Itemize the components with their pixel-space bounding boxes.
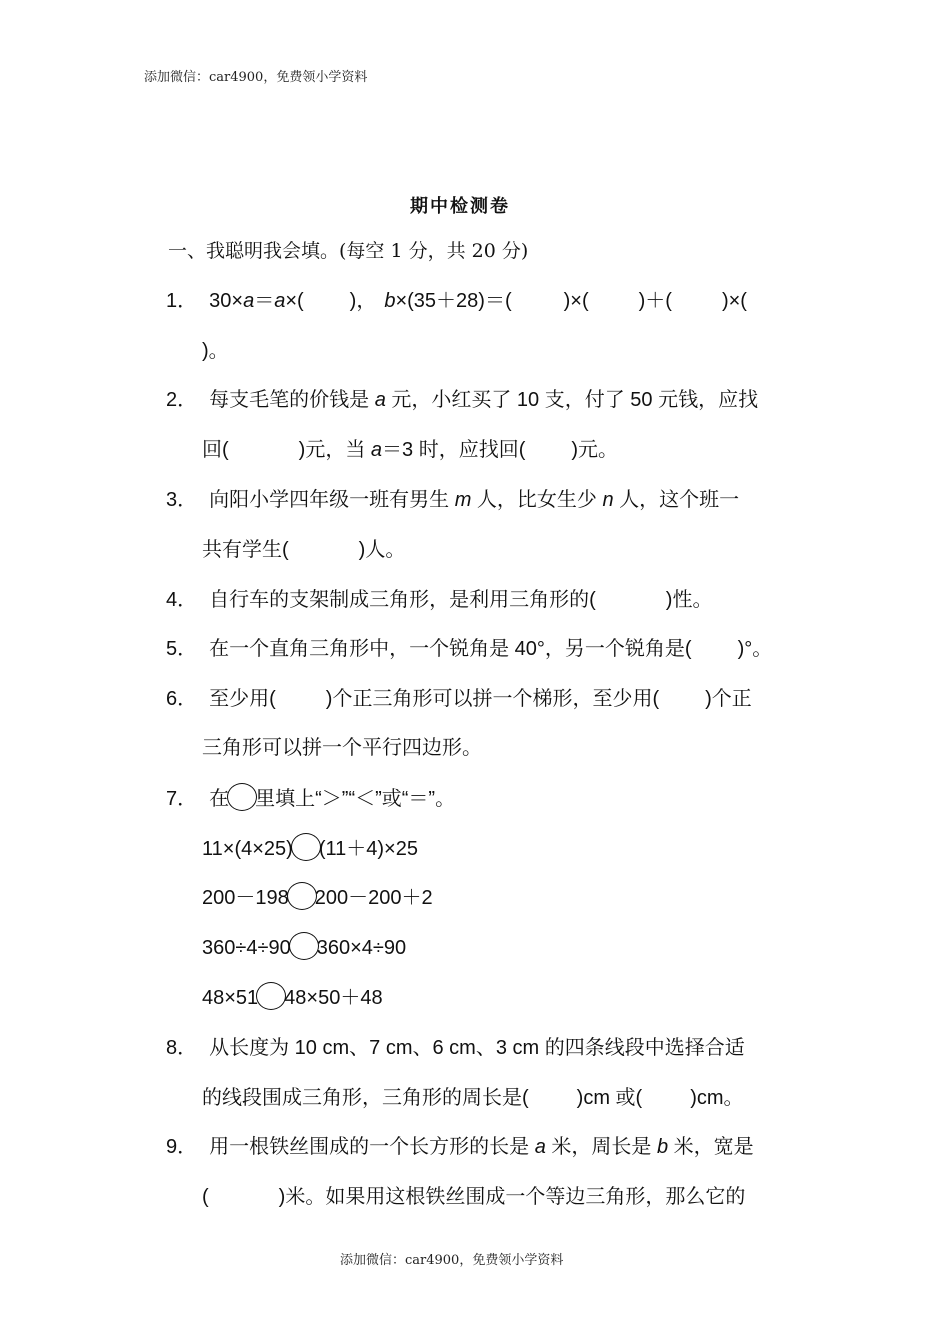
variable-a: a bbox=[370, 439, 383, 461]
question-8 bbox=[166, 1034, 745, 1062]
q5-text: 在一个直角三角形中，一个锐角是 40°，另一个锐角是( bbox=[209, 638, 692, 660]
q8-text: )cm。 bbox=[690, 1087, 744, 1109]
question-7 bbox=[166, 783, 455, 813]
compare-left: 11×(4×25) bbox=[202, 838, 293, 860]
q3-text: 人，比女生少 bbox=[471, 489, 603, 511]
q2-text: 每支毛笔的价钱是 bbox=[209, 389, 375, 411]
q2-text: )元，当 bbox=[298, 439, 371, 461]
q1-text: ×(35＋28)＝( bbox=[395, 290, 512, 312]
variable-a: a bbox=[534, 1136, 546, 1158]
compare-right: 200－200＋2 bbox=[314, 887, 433, 909]
question-8-line2 bbox=[202, 1084, 744, 1112]
q1-text: )， bbox=[349, 290, 377, 312]
variable-b: b bbox=[656, 1136, 669, 1158]
q6-text: 至少用( bbox=[209, 688, 276, 710]
compare-right: 360×4÷90 bbox=[316, 937, 407, 959]
compare-row bbox=[202, 932, 406, 962]
question-6-line2: 三角形可以拼一个平行四边形。 bbox=[202, 737, 482, 759]
page-title: 期中检测卷 bbox=[410, 196, 510, 217]
compare-left: 360÷4÷90 bbox=[202, 937, 291, 959]
q3-text: 共有学生( bbox=[202, 539, 289, 561]
question-5 bbox=[166, 635, 772, 663]
question-6 bbox=[166, 685, 752, 713]
question-1-end: )。 bbox=[202, 340, 229, 362]
q1-text: )×( bbox=[721, 290, 747, 312]
q3-text: )人。 bbox=[358, 539, 406, 561]
q9-text: 米，宽是 bbox=[668, 1136, 754, 1158]
q2-text: )元。 bbox=[571, 439, 619, 461]
variable-m: m bbox=[454, 489, 472, 511]
q1-text: ×( bbox=[285, 290, 304, 312]
compare-circle-input[interactable] bbox=[256, 982, 286, 1010]
compare-left: 48×51 bbox=[202, 987, 259, 1009]
question-number: 3． bbox=[166, 489, 198, 511]
question-number: 5． bbox=[166, 638, 198, 660]
variable-a: a bbox=[274, 290, 286, 312]
compare-row bbox=[202, 833, 418, 863]
q5-text: )°。 bbox=[737, 638, 773, 660]
compare-row bbox=[202, 882, 433, 912]
question-3-line2 bbox=[202, 536, 405, 564]
compare-left: 200－198 bbox=[202, 887, 289, 909]
q1-text: )×( bbox=[563, 290, 589, 312]
question-number: 4． bbox=[166, 589, 198, 611]
watermark-top: 添加微信：car4900，免费领小学资料 bbox=[144, 70, 368, 85]
question-2-line2 bbox=[202, 436, 618, 464]
compare-circle-input[interactable] bbox=[289, 932, 319, 960]
variable-n: n bbox=[602, 489, 614, 511]
q8-text: 的线段围成三角形，三角形的周长是( bbox=[202, 1087, 529, 1109]
q2-text: ＝3 时，应找回( bbox=[382, 439, 526, 461]
watermark-bottom: 添加微信：car4900，免费领小学资料 bbox=[340, 1253, 564, 1268]
q4-text: 自行车的支架制成三角形，是利用三角形的( bbox=[209, 589, 596, 611]
compare-circle-input[interactable] bbox=[287, 882, 317, 910]
compare-row bbox=[202, 982, 383, 1012]
q2-text: 元，小红买了 10 支，付了 50 元钱，应找 bbox=[385, 389, 759, 411]
q9-text: )米。如果用这根铁丝围成一个等边三角形，那么它的 bbox=[278, 1186, 746, 1208]
question-9 bbox=[166, 1133, 754, 1161]
question-number: 6． bbox=[166, 688, 198, 710]
q6-text: )个正 bbox=[705, 688, 752, 710]
q2-text: 回( bbox=[202, 439, 229, 461]
q1-text: 30× bbox=[209, 290, 244, 312]
q4-text: )性。 bbox=[665, 589, 713, 611]
variable-b: b bbox=[384, 290, 396, 312]
question-number: 9． bbox=[166, 1136, 198, 1158]
compare-right: 48×50＋48 bbox=[284, 987, 383, 1009]
q8-text: )cm 或( bbox=[576, 1087, 643, 1109]
variable-a: a bbox=[243, 290, 255, 312]
q9-text: ( bbox=[202, 1186, 209, 1208]
compare-circle-icon bbox=[227, 783, 257, 811]
compare-right: (11＋4)×25 bbox=[318, 838, 418, 860]
question-2 bbox=[166, 386, 758, 414]
question-number: 7． bbox=[166, 788, 198, 810]
compare-circle-input[interactable] bbox=[291, 833, 321, 861]
question-4 bbox=[166, 586, 712, 614]
q6-text: )个正三角形可以拼一个梯形，至少用( bbox=[325, 688, 660, 710]
question-1 bbox=[166, 287, 747, 315]
question-number: 1． bbox=[166, 290, 198, 312]
q3-text: 人，这个班一 bbox=[613, 489, 740, 511]
variable-a: a bbox=[374, 389, 386, 411]
q7-text: 在 bbox=[209, 788, 230, 810]
section-heading: 一、我聪明我会填。(每空 1 分，共 20 分) bbox=[168, 240, 529, 262]
question-3 bbox=[166, 486, 739, 514]
q3-text: 向阳小学四年级一班有男生 bbox=[209, 489, 455, 511]
q9-text: 米，周长是 bbox=[545, 1136, 657, 1158]
q1-text: ＝ bbox=[254, 290, 275, 312]
q9-text: 用一根铁丝围成的一个长方形的长是 bbox=[209, 1136, 535, 1158]
q1-text: )＋( bbox=[638, 290, 672, 312]
q7-text: 里填上“＞”“＜”或“＝”。 bbox=[255, 788, 456, 810]
q8-text: 从长度为 10 cm、7 cm、6 cm、3 cm 的四条线段中选择合适 bbox=[209, 1037, 745, 1059]
question-9-line2 bbox=[202, 1183, 745, 1211]
question-number: 8． bbox=[166, 1037, 198, 1059]
question-number: 2． bbox=[166, 389, 198, 411]
